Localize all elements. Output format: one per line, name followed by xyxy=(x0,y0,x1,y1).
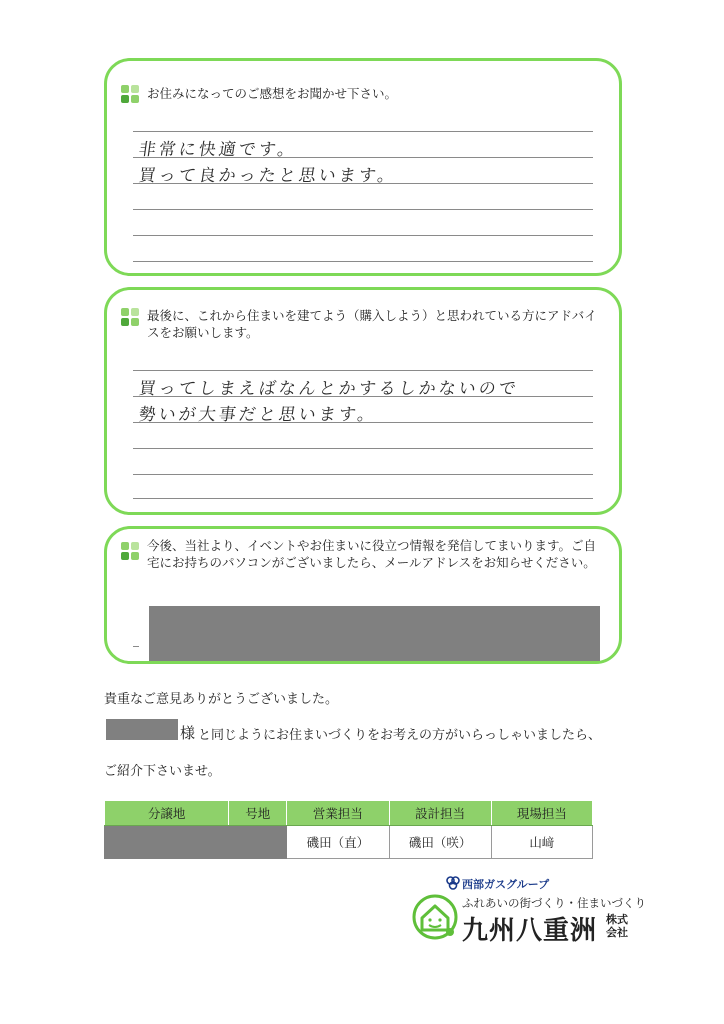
clover-bullet-icon xyxy=(121,85,139,103)
ruled-line xyxy=(133,370,593,371)
company-logo xyxy=(412,876,646,946)
sama-honorific: 様 xyxy=(180,724,196,742)
question-advice: 最後に、これから住まいを建てよう（購入しよう）と思われている方にアドバイスをお願いします。 xyxy=(147,308,597,340)
ruled-line xyxy=(133,235,593,236)
survey-box-advice xyxy=(104,287,622,515)
clover-bullet-icon xyxy=(121,308,139,326)
referral-end-text: ご紹介下さいませ。 xyxy=(104,764,221,779)
question-email: 今後、当社より、イベントやお住まいに役立つ情報を発信してまいります。ご自宅にお持ちのパソコンがございましたら、メールアドレスをお知らせください。 xyxy=(147,538,597,570)
ruled-line xyxy=(133,646,139,647)
ruled-line xyxy=(133,474,593,475)
clover-bullet-icon xyxy=(121,542,139,560)
survey-box-impressions xyxy=(104,58,622,276)
lot-cell-redacted xyxy=(105,826,229,859)
site-staff-cell: 山﨑 xyxy=(491,826,592,859)
company-tagline: ふれあいの街づくり・住まいづくり xyxy=(462,896,646,910)
handwritten-answer-line-1: 非常に快適です。 xyxy=(137,140,299,160)
header-lot-number: 号地 xyxy=(229,801,287,826)
staff-table xyxy=(104,800,593,859)
ruled-line xyxy=(133,498,593,499)
house-smile-icon xyxy=(412,894,458,940)
handwritten-answer-line-2: 買って良かったと思います。 xyxy=(137,166,399,186)
group-name: 西部ガスグループ xyxy=(462,878,550,891)
group-mark-icon xyxy=(446,876,460,890)
design-staff-cell: 磯田（咲） xyxy=(389,826,491,859)
sales-staff-cell: 磯田（直） xyxy=(287,826,389,859)
survey-box-email xyxy=(104,526,622,664)
lot-number-cell-redacted xyxy=(229,826,287,859)
table-header-row xyxy=(105,801,593,826)
company-name: 九州八重洲 xyxy=(462,916,598,946)
table-row xyxy=(105,826,593,859)
ruled-line xyxy=(133,448,593,449)
ruled-line xyxy=(133,209,593,210)
header-site: 現場担当 xyxy=(491,801,592,826)
thanks-text: 貴重なご意見ありがとうございました。 xyxy=(104,692,339,707)
email-redaction xyxy=(149,606,600,661)
header-design: 設計担当 xyxy=(389,801,491,826)
handwritten-answer-line-1: 買ってしまえばなんとかするしかないので xyxy=(137,379,521,399)
customer-name-redaction xyxy=(106,719,178,740)
header-lot: 分譲地 xyxy=(105,801,229,826)
ruled-line xyxy=(133,131,593,132)
handwritten-answer-line-2: 勢いが大事だと思います。 xyxy=(137,405,379,425)
question-impressions: お住みになってのご感想をお聞かせ下さい。 xyxy=(147,86,398,101)
header-sales: 営業担当 xyxy=(287,801,389,826)
ruled-line xyxy=(133,261,593,262)
company-suffix: 株式会社 xyxy=(606,913,628,939)
referral-text: と同じようにお住まいづくりをお考えの方がいらっしゃいましたら、 xyxy=(198,728,602,743)
